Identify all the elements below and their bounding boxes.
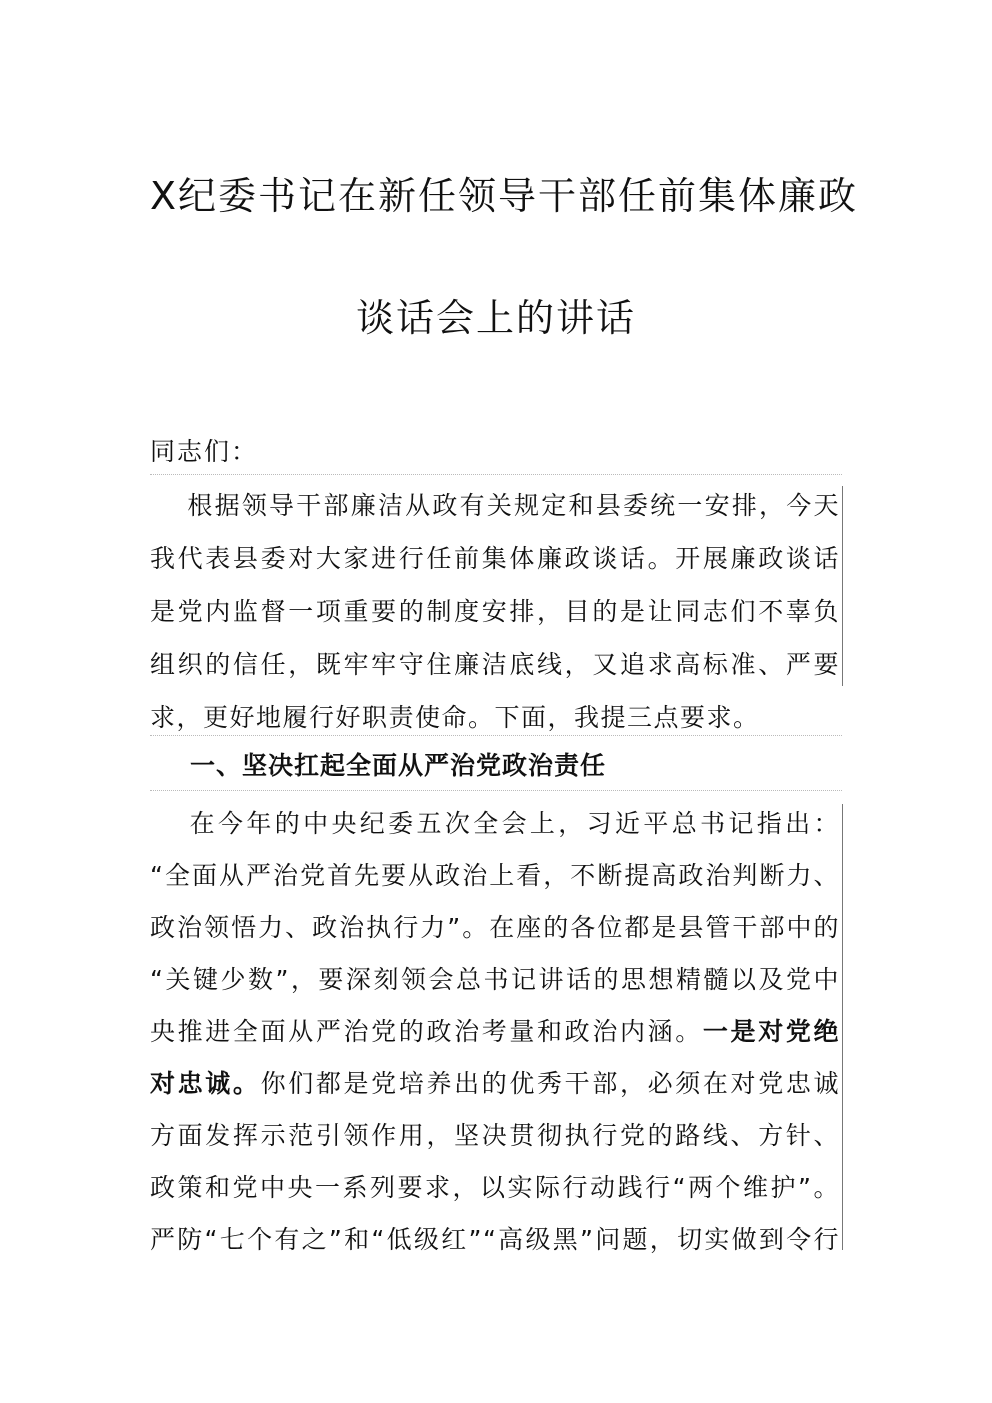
document-title-line-2: 谈话会上的讲话 bbox=[355, 296, 636, 340]
divider bbox=[150, 735, 842, 736]
paragraph-1-line-4: 组织的信任，既牢牢守住廉洁底线，又追求高标准、严要 bbox=[150, 650, 840, 679]
salutation: 同志们： bbox=[150, 437, 259, 466]
text-run: 央推进全面从严治党的政治考量和政治内涵。 bbox=[150, 1017, 703, 1046]
divider bbox=[150, 790, 842, 791]
paragraph-1-line-1: 根据领导干部廉洁从政有关规定和县委统一安排，今天 bbox=[150, 491, 840, 520]
paragraph-1-line-5: 求，更好地履行好职责使命。下面，我提三点要求。 bbox=[150, 703, 760, 732]
margin-bar bbox=[842, 804, 843, 1250]
section-heading-1: 一、坚决扛起全面从严治党政治责任 bbox=[190, 751, 607, 780]
paragraph-1-line-3: 是党内监督一项重要的制度安排，目的是让同志们不辜负 bbox=[150, 597, 840, 626]
margin-bar bbox=[842, 486, 843, 686]
divider bbox=[150, 474, 842, 475]
paragraph-2-line-8: 政策和党中央一系列要求，以实际行动践行“两个维护”。 bbox=[150, 1173, 840, 1202]
emphasis-text: 一是对党绝 bbox=[702, 1017, 840, 1046]
paragraph-2-line-6 bbox=[150, 1064, 840, 1100]
paragraph-2-line-2: “全面从严治党首先要从政治上看，不断提高政治判断力、 bbox=[150, 861, 840, 890]
paragraph-2-line-1: 在今年的中央纪委五次全会上，习近平总书记指出： bbox=[150, 809, 840, 838]
paragraph-2-line-7: 方面发挥示范引领作用，坚决贯彻执行党的路线、方针、 bbox=[150, 1121, 840, 1150]
document-title-line-1: X纪委书记在新任领导干部任前集体廉政 bbox=[150, 174, 859, 218]
paragraph-2-line-4: “关键少数”，要深刻领会总书记讲话的思想精髓以及党中 bbox=[150, 965, 840, 994]
paragraph-1-line-2: 我代表县委对大家进行任前集体廉政谈话。开展廉政谈话 bbox=[150, 544, 840, 573]
paragraph-2-line-5 bbox=[150, 1012, 840, 1048]
text-run: 你们都是党培养出的优秀干部，必须在对党忠诚 bbox=[260, 1069, 840, 1098]
paragraph-2-line-3: 政治领悟力、政治执行力”。在座的各位都是县管干部中的 bbox=[150, 913, 840, 942]
emphasis-text: 对忠诚。 bbox=[150, 1069, 261, 1098]
paragraph-2-line-9: 严防“七个有之”和“低级红”“高级黑”问题，切实做到令行 bbox=[150, 1225, 840, 1254]
